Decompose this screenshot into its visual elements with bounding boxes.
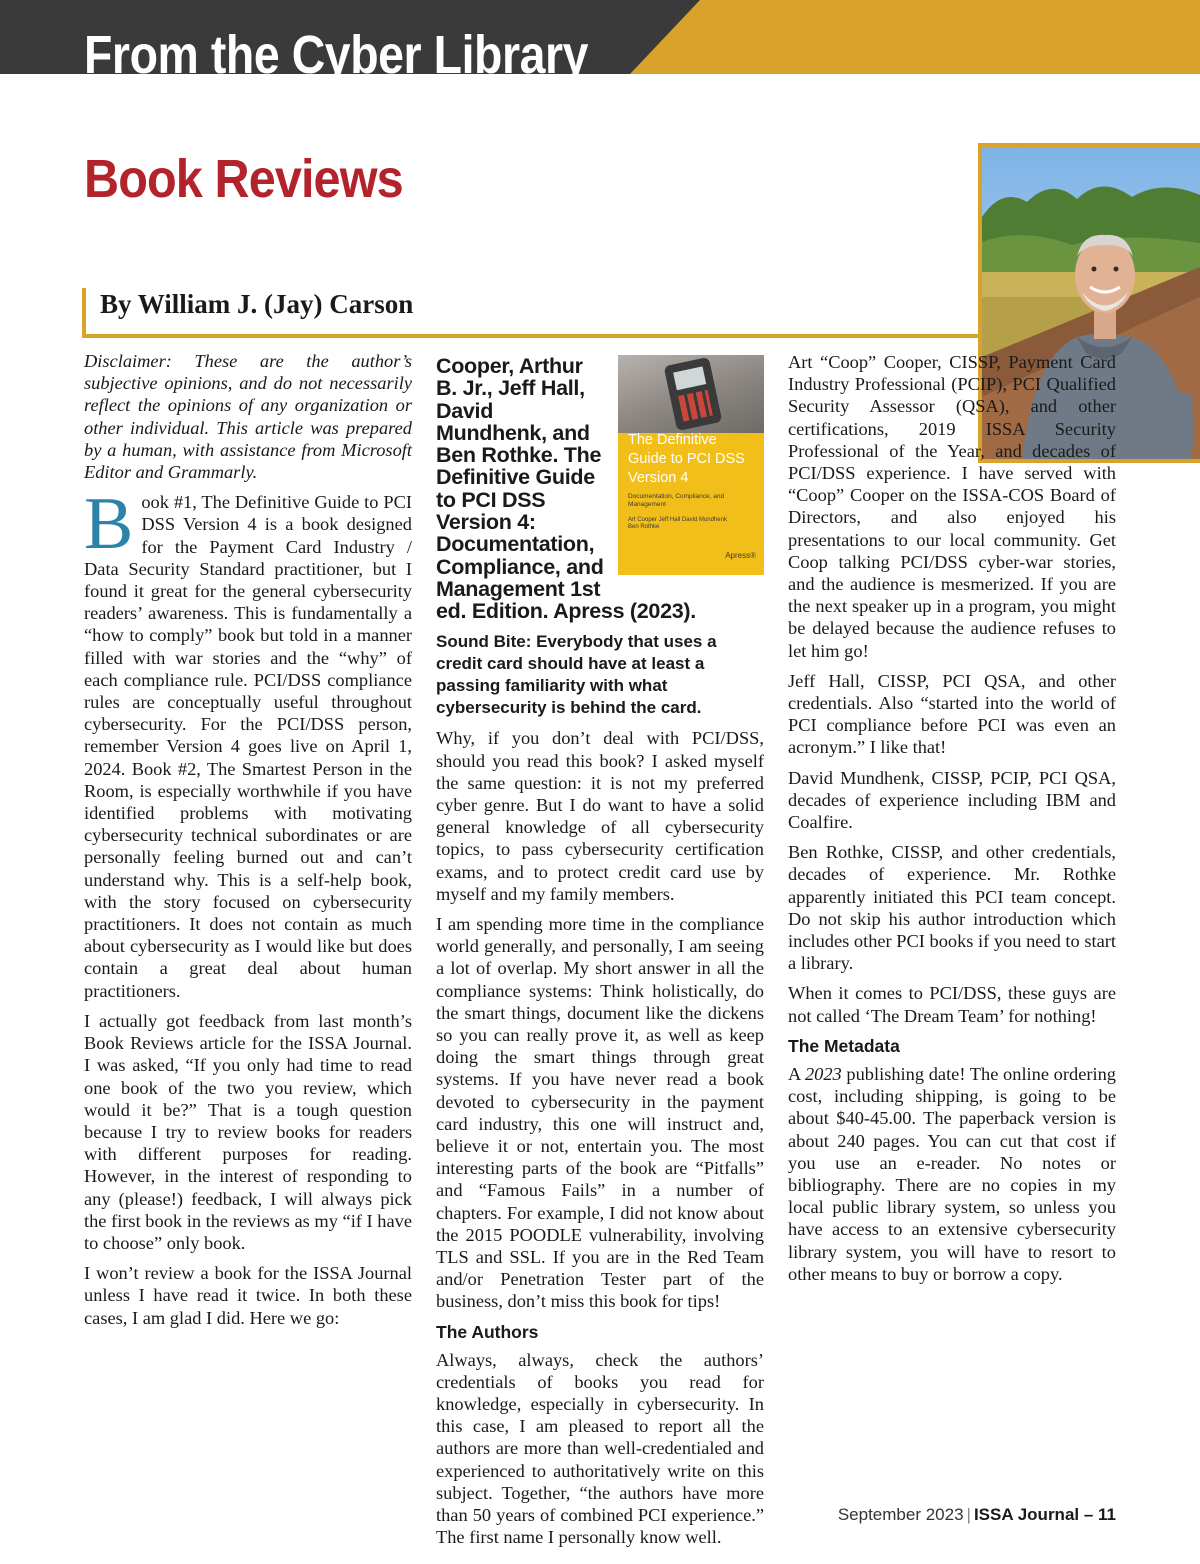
intro-paragraph-2: I actually got feedback from last month’s Book Reviews article for the ISSA Journal. I was asked, “If you only had time to read one book of the two you review, which would it be?” That is a tough question because I try to review books for readers with different purposes for reading. However, in the interest of responding to any (please!) feedback, I will always pick the first book in the reviews as my “if I have to choose” only book.	[84, 1010, 412, 1253]
footer-journal: ISSA Journal – 11	[973, 1505, 1116, 1524]
section-title: From the Cyber Library	[84, 25, 589, 85]
authors-heading: The Authors	[436, 1321, 539, 1342]
column-2	[436, 355, 764, 1556]
coop-paragraph: Art “Coop” Cooper, CISSP, Payment Card Industry Professional (PCIP), PCI Qualified Security Assessor (QSA), and other certifications, 2019 ISSA Security Professional of the Year, and decades of PCI/DSS experience. I have served with “Coop” Cooper on the ISSA-COS Board of Directors, and also enjoyed his presentations to our local community. Get Coop talking PCI/DSS cyber-war stories, and the audience is mesmerized. If you are the next speaker up in a program, you might be delayed because the audience refuses to let him go!	[788, 352, 1116, 661]
page-footer	[838, 1505, 1116, 1525]
metadata-paragraph	[788, 1063, 1116, 1285]
book-citation: Cooper, Arthur B. Jr., Jeff Hall, David Mundhenk, and Ben Rothke. The Definitive Guide to PCI DSS Version 4: Documentation, Compliance, and Management 1st ed. Edition. Apress (2023).	[436, 354, 696, 624]
terminal-keypad	[678, 390, 713, 422]
disclaimer: Disclaimer: These are the author’s subjective opinions, and do not necessarily reflect the opinions of any organization or other individual. This article was prepared by a human, with assistance from Microsoft Editor and Grammarly.	[84, 351, 412, 483]
intro-paragraph-3: I won’t review a book for the ISSA Journal unless I have read it twice. In both these cases, I am glad I did. Here we go:	[84, 1263, 412, 1328]
book-cover	[618, 355, 764, 575]
column-3	[788, 351, 1116, 1293]
column-1	[84, 350, 412, 1337]
sound-bite: Sound Bite: Everybody that uses a credit card should have at least a passing familiarity with what cybersecurity is behind the card.	[436, 631, 717, 718]
book-cover-title: The Definitive Guide to PCI DSS Version 4	[628, 432, 745, 486]
intro-paragraph-1	[84, 483, 412, 1002]
metadata-year: 2023	[804, 1063, 842, 1084]
rothke-paragraph: Ben Rothke, CISSP, and other credentials, decades of experience. Mr. Rothke apparently initiated this PCI team concept. Do not skip his author introduction which includes other PCI books if you need to start a library.	[788, 842, 1116, 974]
intro-paragraph-1-text: ook #1, The Definitive Guide to PCI DSS Version 4 is a book designed for the Payment Card Industry / Data Security Standard practitioner, but I found it great for the general cybersecurity readers’ awareness. This is fundamentally a “how to comply” book but told in a manner filled with war stories and the “why” of each compliance rule. PCI/DSS compliance rules are conceptually useful throughout cybersecurity. For the PCI/DSS person, remember Version 4 goes live on April 1, 2024. Book #2, The Smartest Person in the Room, is especially worthwhile if you have identified problems with motivating cybersecurity technical subordinates or are personally feeling burned out and can’t understand why. This is a self-help book, with the story focused on cybersecurity practitioners. It does not contain as much about cybersecurity as I would like but does contain a great deal about human practitioners.	[84, 492, 412, 1001]
hall-paragraph: Jeff Hall, CISSP, PCI QSA, and other credentials. Also “started into the world of PCI compliance before PCI was even an acronym.” I like that!	[788, 670, 1116, 758]
metadata-text: publishing date! The online ordering cost, including shipping, is going to be about $40-45.00. The paperback version is about 240 pages. You can cut that cost if you use an e-reader. No notes or bibliography. There are no copies in my local public library system, so unless you have access to an extensive cybersecurity library system, you will have to resort to other means to buy or borrow a copy.	[788, 1063, 1116, 1284]
book-cover-subtitle: Documentation, Compliance, and Management	[628, 493, 725, 508]
why-paragraph: Why, if you don’t deal with PCI/DSS, should you read this book? I asked myself the same question: it is not my preferred cyber genre. But I do want to have a solid general knowledge of all cybersecurity topics, to pass cybersecurity certification exams, and to protect credit card use by myself and my family members.	[436, 728, 764, 904]
dream-team-paragraph: When it comes to PCI/DSS, these guys are not called ‘The Dream Team’ for nothing!	[788, 983, 1116, 1026]
authors-intro-paragraph: Always, always, check the authors’ credentials of books you read for knowledge, especially in cybersecurity. In this case, I am pleased to report all the authors are more than well-credentialed and experienced to authoritatively write on this subject. Together, “the authors have more than 50 years of combined PCI experience.” The first name I personally know well.	[436, 1349, 764, 1548]
page-title: Book Reviews	[84, 149, 403, 209]
book-cover-publisher: Apress®	[725, 550, 756, 560]
metadata-heading: The Metadata	[788, 1035, 900, 1056]
byline: By William J. (Jay) Carson	[100, 289, 414, 319]
footer-separator: |	[966, 1505, 971, 1524]
byline-accent-bar	[82, 288, 86, 336]
metadata-article: A	[788, 1063, 805, 1084]
mundhenk-paragraph: David Mundhenk, CISSP, PCIP, PCI QSA, decades of experience including IBM and Coalfire.	[788, 767, 1116, 833]
footer-date: September 2023	[837, 1505, 964, 1524]
drop-cap: B	[84, 483, 134, 566]
byline-rule	[82, 334, 982, 338]
terminal-screen	[673, 366, 706, 390]
book-cover-authors: Art Cooper Jeff Hall David Mundhenk Ben Rothke	[628, 517, 727, 530]
spending-paragraph: I am spending more time in the compliance world generally, and personally, I am seeing a lot of overlap. My short answer in all the compliance systems: Think holistically, do the smart things, document like the dickens so you can really prove it, as well as keep doing the smart things through great systems. If you have never read a book devoted to cybersecurity in the payment card industry, this one will instruct and, believe it or not, entertain you. The most interesting parts of the book are “Pitfalls” and “Famous Fails” in a number of chapters. For example, I did not know about the 2015 POODLE vulnerability, involving TLS and SSL. If you are in the Red Team and/or Penetration Tester part of the business, don’t miss this book for tips!	[436, 914, 764, 1312]
